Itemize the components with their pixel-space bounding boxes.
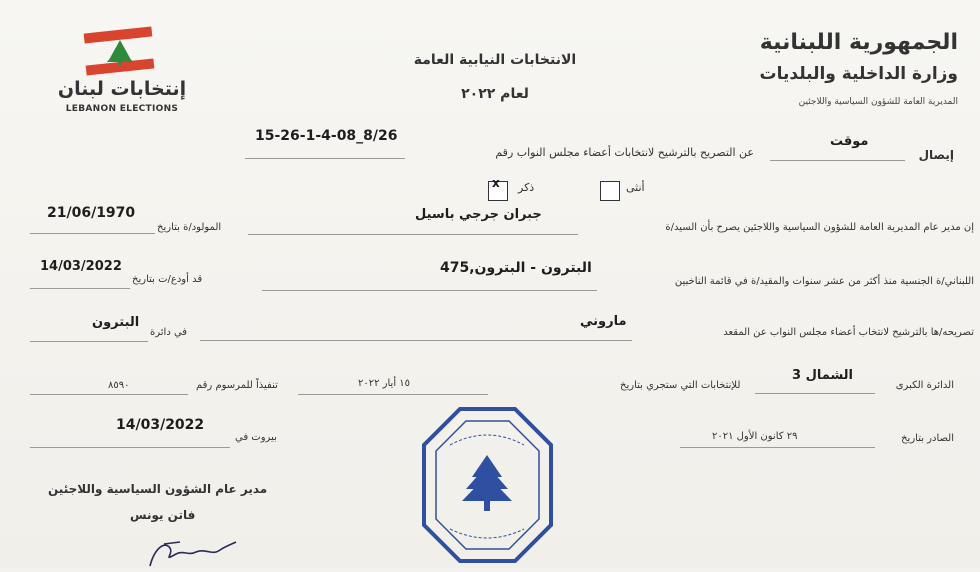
male-label: ذكر (518, 181, 535, 194)
beirut-label: بيروت في (235, 432, 277, 443)
district-label: الدائرة الكبرى (895, 380, 954, 391)
signatory-title: مدير عام الشؤون السياسية واللاجئين (48, 482, 268, 496)
director-text: إن مدير عام المديرية العامة للشؤون السياسية واللاجئين يصرح بأن السيد/ة (665, 222, 974, 233)
issued-line (680, 447, 875, 448)
declaration-number: 15-26-1-4-08_8/26 (255, 128, 398, 144)
male-checkbox[interactable] (488, 176, 508, 201)
seat-value: ماروني (580, 314, 627, 329)
elections-line (298, 394, 488, 395)
seat-text: تصريحه/ها بالترشيح لانتخاب أعضاء مجلس النواب عن المقعد (723, 327, 974, 338)
male-check-mark: x (492, 176, 500, 190)
district-line (755, 393, 875, 394)
ministry-title: وزارة الداخلية والبلديات (759, 64, 958, 84)
elections-date: ١٥ أيار ٢٠٢٢ (358, 378, 411, 389)
signatory-name: فاتن يونس (130, 508, 196, 522)
deposit-label: قد أودع/ت بتاريخ (132, 274, 203, 285)
deposit-date: 14/03/2022 (40, 259, 122, 274)
registry-text: اللبناني/ة الجنسية منذ أكثر من عشر سنوات والمقيد/ة في قائمة الناخبين (674, 276, 974, 287)
beirut-date: 14/03/2022 (116, 417, 205, 433)
receipt-line (770, 160, 905, 161)
name-line (248, 234, 578, 235)
issued-date: ٢٩ كانون الأول ٢٠٢١ (712, 431, 798, 442)
issued-label: الصادر بتاريخ (901, 433, 954, 444)
birth-label: المولود/ة بتاريخ (157, 222, 222, 233)
birth-date: 21/06/1970 (47, 205, 136, 221)
female-label: أنثى (626, 181, 645, 194)
birth-line (30, 233, 155, 234)
registry-line (262, 290, 597, 291)
candidate-name: جبران جرجي باسيل (415, 207, 542, 222)
election-year: لعام ٢٠٢٢ (461, 86, 529, 102)
declaration-text: عن التصريح بالترشيح لانتخابات أعضاء مجلس النواب رقم (495, 146, 754, 159)
elections-logo (80, 26, 160, 78)
registry-value: البترون - البترون,475 (440, 260, 592, 276)
decree-text: تنفيذاً للمرسوم رقم (196, 380, 278, 391)
cedar-icon (107, 40, 133, 65)
seat-line (200, 340, 632, 341)
logo-english-text: LEBANON ELECTIONS (65, 104, 179, 114)
declaration-line (245, 158, 405, 159)
official-stamp (420, 405, 555, 565)
circle-label: في دائرة (150, 327, 188, 338)
election-title: الانتخابات النيابية العامة (413, 52, 577, 68)
decree-number: ٨٥٩٠ (108, 380, 130, 391)
circle-value: البترون (92, 315, 140, 330)
stamp-cedar-icon (462, 455, 512, 511)
circle-line (30, 341, 148, 342)
handwritten-signature (140, 530, 240, 568)
receipt-label: إيصال (918, 148, 954, 162)
district-value: الشمال 3 (792, 368, 854, 383)
female-checkbox[interactable] (600, 181, 620, 201)
receipt-value: موقت (830, 134, 869, 149)
logo-arabic-text: إنتخابات لبنان (57, 78, 187, 100)
beirut-line (30, 447, 230, 448)
directorate-title: المديرية العامة للشؤون السياسية واللاجئين (798, 97, 958, 107)
republic-title: الجمهورية اللبنانية (759, 30, 958, 55)
deposit-line (30, 288, 130, 289)
decree-line (30, 394, 188, 395)
elections-text: للإنتخابات التي ستجري بتاريخ (620, 380, 741, 391)
